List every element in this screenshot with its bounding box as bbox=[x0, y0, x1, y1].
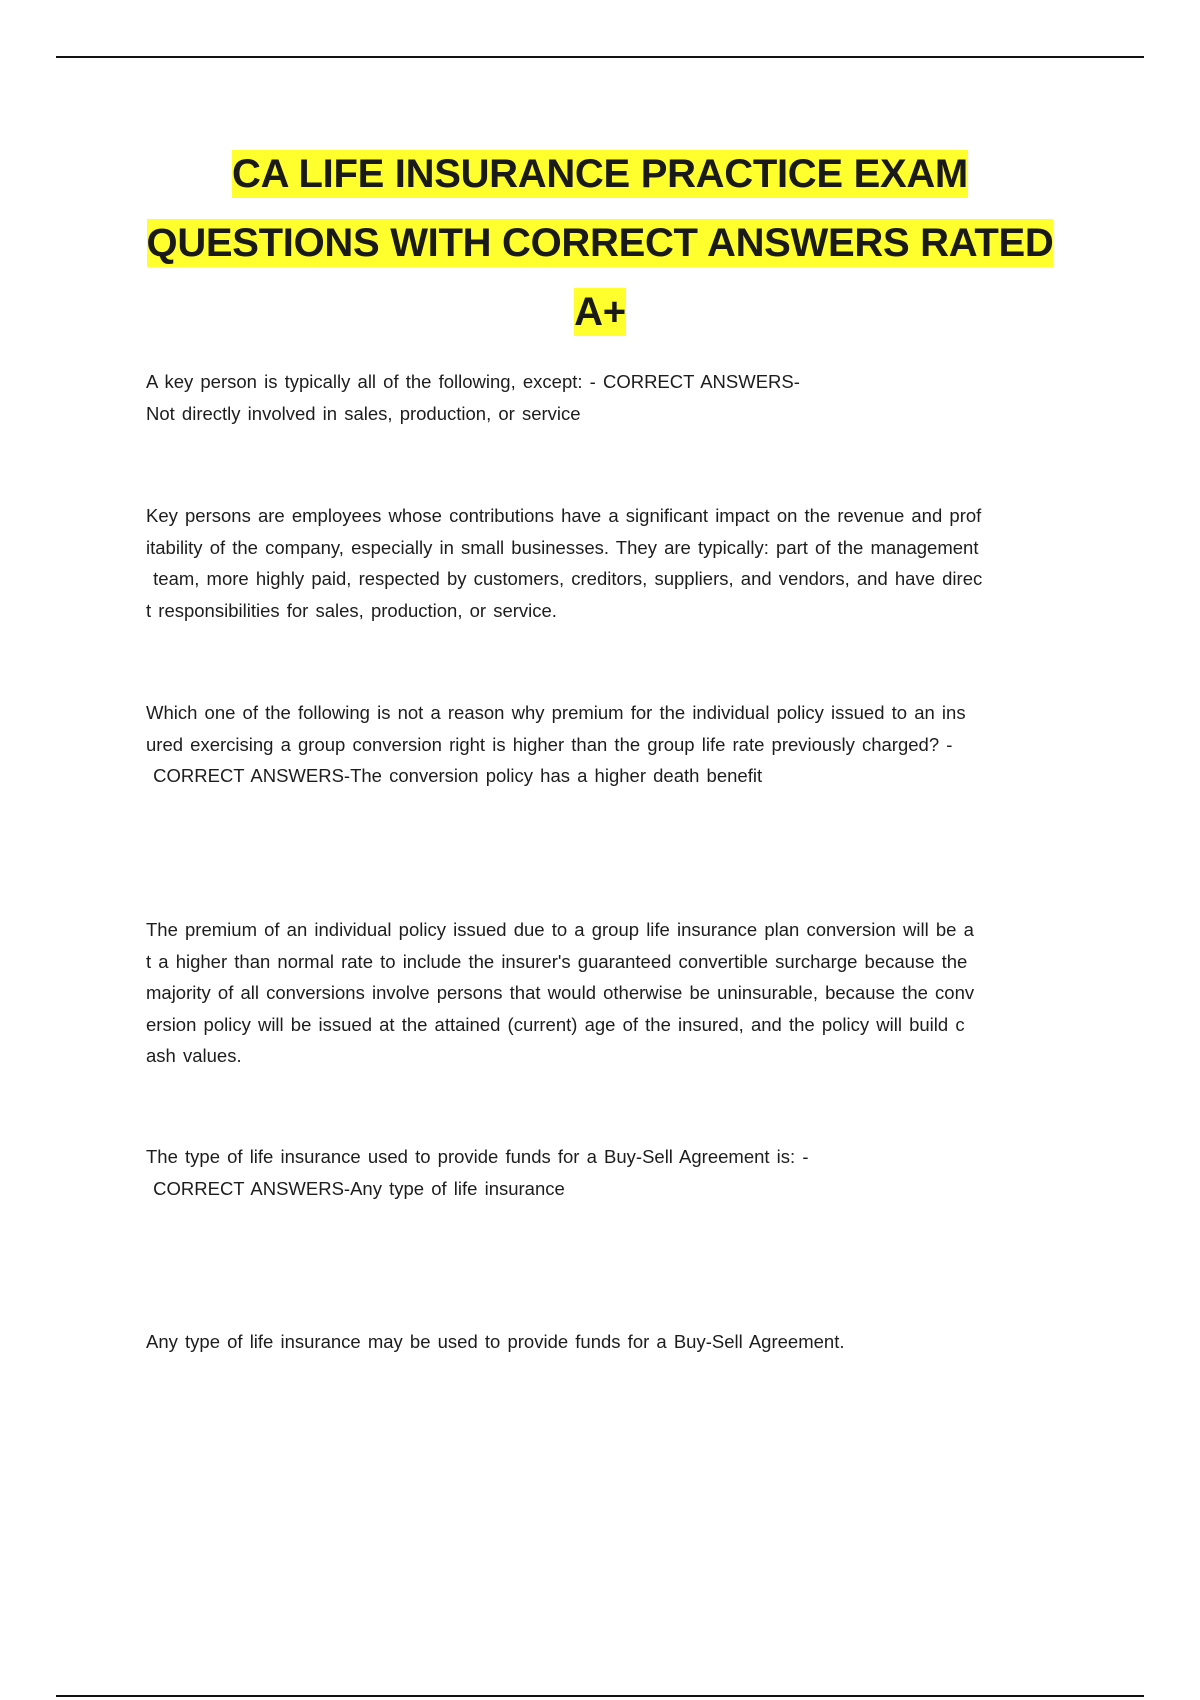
explanation-1-line-1: Key persons are employees whose contributions have a significant impact on the revenue and prof bbox=[146, 505, 982, 526]
explanation-2-line-4: ersion policy will be issued at the attained (current) age of the insured, and the policy will build c bbox=[146, 1013, 965, 1035]
header-rule bbox=[56, 56, 1144, 58]
question-1 bbox=[146, 366, 1088, 429]
explanation-2-line-3: majority of all conversions involve persons that would otherwise be uninsurable, because the conv bbox=[146, 982, 975, 1003]
explanation-1-line-4: t responsibilities for sales, production, or service. bbox=[146, 599, 557, 621]
explanation-2-line-1: The premium of an individual policy issued due to a group life insurance plan conversion will be a bbox=[146, 919, 974, 940]
question-3 bbox=[146, 1141, 1088, 1204]
explanation-1-line-2: itability of the company, especially in small businesses. They are typically: part of the management bbox=[146, 536, 979, 558]
explanation-2-line-2: t a higher than normal rate to include the insurer's guaranteed convertible surcharge because the bbox=[146, 950, 968, 972]
question-1-line-2: Not directly involved in sales, production, or service bbox=[146, 402, 581, 424]
footer-rule bbox=[56, 1695, 1144, 1697]
question-2-line-2: ured exercising a group conversion right is higher than the group life rate previously charged? - bbox=[146, 733, 953, 755]
question-2 bbox=[146, 697, 1088, 792]
explanation-1-line-3: team, more highly paid, respected by customers, creditors, suppliers, and vendors, and have direc bbox=[146, 568, 983, 589]
title-line-1: CA LIFE INSURANCE PRACTICE EXAM bbox=[232, 152, 968, 196]
document-title bbox=[100, 140, 1100, 347]
explanation-2 bbox=[146, 914, 1088, 1072]
question-1-line-1: A key person is typically all of the following, except: - CORRECT ANSWERS- bbox=[146, 371, 800, 392]
question-3-line-1: The type of life insurance used to provide funds for a Buy-Sell Agreement is: - bbox=[146, 1146, 809, 1167]
question-2-line-1: Which one of the following is not a reason why premium for the individual policy issued to an ins bbox=[146, 702, 966, 723]
explanation-1 bbox=[146, 500, 1088, 626]
explanation-3 bbox=[146, 1326, 1088, 1358]
title-line-3: A+ bbox=[574, 290, 626, 334]
explanation-2-line-5: ash values. bbox=[146, 1045, 242, 1066]
question-2-line-3: CORRECT ANSWERS-The conversion policy has a higher death benefit bbox=[146, 765, 763, 786]
title-line-2: QUESTIONS WITH CORRECT ANSWERS RATED bbox=[146, 221, 1054, 265]
explanation-3-line-1: Any type of life insurance may be used to provide funds for a Buy-Sell Agreement. bbox=[146, 1331, 845, 1352]
question-3-line-2: CORRECT ANSWERS-Any type of life insurance bbox=[146, 1177, 565, 1199]
